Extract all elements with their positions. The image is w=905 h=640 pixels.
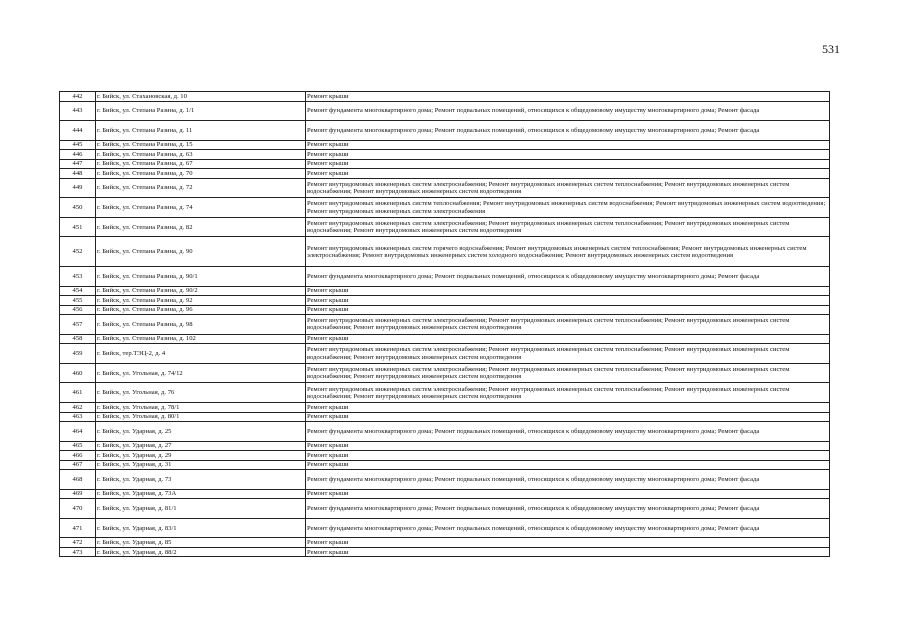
table-row bbox=[60, 403, 830, 413]
address-cell: г. Бийск, ул. Степана Разина, д. 92 bbox=[96, 296, 306, 306]
address-cell: г. Бийск, ул. Степана Разина, д. 96 bbox=[96, 305, 306, 315]
row-number-cell: 445 bbox=[60, 140, 96, 150]
row-number-cell: 463 bbox=[60, 412, 96, 422]
address-cell: г. Бийск, ул. Угольная, д. 78/1 bbox=[96, 403, 306, 413]
row-number-cell: 443 bbox=[60, 101, 96, 121]
row-number-cell: 470 bbox=[60, 499, 96, 519]
row-number-cell: 460 bbox=[60, 363, 96, 383]
address-cell: г. Бийск, ул. Ударная, д. 85 bbox=[96, 538, 306, 548]
table-row bbox=[60, 237, 830, 267]
works-cell: Ремонт крыши bbox=[306, 403, 830, 413]
address-cell: г. Бийск, ул. Степана Разина, д. 90/1 bbox=[96, 267, 306, 287]
works-cell: Ремонт фундамента многоквартирного дома; Ремонт подвальных помещений, относящихся к общедомовому имуществу многоквартирного дома; Ремонт фасада bbox=[306, 422, 830, 442]
table-row bbox=[60, 383, 830, 403]
works-cell: Ремонт крыши bbox=[306, 489, 830, 499]
works-cell: Ремонт внутридомовых инженерных систем электроснабжения; Ремонт внутридомовых инженерных систем теплоснабжения; Ремонт внутридомовых инженерных систем водоснабжения; Ремонт внутридомовых инженерных систем водоотведения bbox=[306, 344, 830, 364]
table-row bbox=[60, 344, 830, 364]
table-row bbox=[60, 538, 830, 548]
works-cell: Ремонт крыши bbox=[306, 159, 830, 169]
row-number-cell: 454 bbox=[60, 286, 96, 296]
table-row bbox=[60, 296, 830, 306]
works-cell: Ремонт фундамента многоквартирного дома; Ремонт подвальных помещений, относящихся к общедомовому имуществу многоквартирного дома; Ремонт фасада bbox=[306, 499, 830, 519]
table-row bbox=[60, 101, 830, 121]
works-cell: Ремонт фундамента многоквартирного дома; Ремонт подвальных помещений, относящихся к общедомовому имуществу многоквартирного дома; Ремонт фасада bbox=[306, 121, 830, 141]
repair-registry-table bbox=[59, 91, 830, 557]
table-row bbox=[60, 315, 830, 335]
works-cell: Ремонт крыши bbox=[306, 451, 830, 461]
address-cell: г. Бийск, ул. Ударная, д. 27 bbox=[96, 441, 306, 451]
works-cell: Ремонт крыши bbox=[306, 296, 830, 306]
row-number-cell: 455 bbox=[60, 296, 96, 306]
works-cell: Ремонт крыши bbox=[306, 441, 830, 451]
row-number-cell: 448 bbox=[60, 169, 96, 179]
works-cell: Ремонт внутридомовых инженерных систем электроснабжения; Ремонт внутридомовых инженерных систем теплоснабжения; Ремонт внутридомовых инженерных систем водоснабжения; Ремонт внутридомовых инженерных систем водоотведения bbox=[306, 363, 830, 383]
row-number-cell: 447 bbox=[60, 159, 96, 169]
table-row bbox=[60, 412, 830, 422]
works-cell: Ремонт крыши bbox=[306, 169, 830, 179]
table-row bbox=[60, 460, 830, 470]
row-number-cell: 468 bbox=[60, 470, 96, 490]
address-cell: г. Бийск, ул. Угольная, д. 80/1 bbox=[96, 412, 306, 422]
row-number-cell: 459 bbox=[60, 344, 96, 364]
table-row bbox=[60, 178, 830, 198]
address-cell: г. Бийск, ул. Степана Разина, д. 72 bbox=[96, 178, 306, 198]
row-number-cell: 449 bbox=[60, 178, 96, 198]
row-number-cell: 462 bbox=[60, 403, 96, 413]
row-number-cell: 465 bbox=[60, 441, 96, 451]
row-number-cell: 442 bbox=[60, 92, 96, 102]
table-row bbox=[60, 159, 830, 169]
address-cell: г. Бийск, ул. Ударная, д. 73А bbox=[96, 489, 306, 499]
table-row bbox=[60, 169, 830, 179]
address-cell: г. Бийск, ул. Ударная, д. 25 bbox=[96, 422, 306, 442]
row-number-cell: 473 bbox=[60, 547, 96, 557]
works-cell: Ремонт крыши bbox=[306, 412, 830, 422]
row-number-cell: 466 bbox=[60, 451, 96, 461]
table-row bbox=[60, 217, 830, 237]
address-cell: г. Бийск, ул. Степана Разина, д. 90/2 bbox=[96, 286, 306, 296]
works-cell: Ремонт крыши bbox=[306, 334, 830, 344]
registry-body bbox=[60, 92, 830, 557]
table-row bbox=[60, 286, 830, 296]
works-cell: Ремонт крыши bbox=[306, 547, 830, 557]
table-row bbox=[60, 451, 830, 461]
address-cell: г. Бийск, ул. Степана Разина, д. 74 bbox=[96, 198, 306, 218]
address-cell: г. Бийск, ул. Степана Разина, д. 102 bbox=[96, 334, 306, 344]
row-number-cell: 469 bbox=[60, 489, 96, 499]
address-cell: г. Бийск, ул. Степана Разина, д. 63 bbox=[96, 150, 306, 160]
table-row bbox=[60, 92, 830, 102]
address-cell: г. Бийск, ул. Угольная, д. 74/12 bbox=[96, 363, 306, 383]
address-cell: г. Бийск, ул. Ударная, д. 83/1 bbox=[96, 518, 306, 538]
table-row bbox=[60, 334, 830, 344]
works-cell: Ремонт крыши bbox=[306, 305, 830, 315]
works-cell: Ремонт внутридомовых инженерных систем теплоснабжения; Ремонт внутридомовых инженерных систем водоснабжения; Ремонт внутридомовых инженерных систем водоотведения; Ремонт внутридомовых инженерных систем электроснабжения bbox=[306, 198, 830, 218]
address-cell: г. Бийск, ул. Степана Разина, д. 15 bbox=[96, 140, 306, 150]
address-cell: г. Бийск, ул. Степана Разина, д. 11 bbox=[96, 121, 306, 141]
table-row bbox=[60, 140, 830, 150]
row-number-cell: 467 bbox=[60, 460, 96, 470]
address-cell: г. Бийск, ул. Степана Разина, д. 67 bbox=[96, 159, 306, 169]
row-number-cell: 458 bbox=[60, 334, 96, 344]
row-number-cell: 452 bbox=[60, 237, 96, 267]
works-cell: Ремонт внутридомовых инженерных систем электроснабжения; Ремонт внутридомовых инженерных систем теплоснабжения; Ремонт внутридомовых инженерных систем водоснабжения; Ремонт внутридомовых инженерных систем водоотведения bbox=[306, 178, 830, 198]
works-cell: Ремонт внутридомовых инженерных систем электроснабжения; Ремонт внутридомовых инженерных систем теплоснабжения; Ремонт внутридомовых инженерных систем водоснабжения; Ремонт внутридомовых инженерных систем водоотведения bbox=[306, 217, 830, 237]
row-number-cell: 444 bbox=[60, 121, 96, 141]
works-cell: Ремонт фундамента многоквартирного дома; Ремонт подвальных помещений, относящихся к общедомовому имуществу многоквартирного дома; Ремонт фасада bbox=[306, 518, 830, 538]
table-row bbox=[60, 305, 830, 315]
address-cell: г. Бийск, ул. Ударная, д. 88/2 bbox=[96, 547, 306, 557]
row-number-cell: 457 bbox=[60, 315, 96, 335]
address-cell: г. Бийск, ул. Степана Разина, д. 98 bbox=[96, 315, 306, 335]
address-cell: г. Бийск, ул. Стахановская, д. 10 bbox=[96, 92, 306, 102]
row-number-cell: 451 bbox=[60, 217, 96, 237]
works-cell: Ремонт крыши bbox=[306, 286, 830, 296]
table-row bbox=[60, 267, 830, 287]
table-row bbox=[60, 499, 830, 519]
address-cell: г. Бийск, ул. Ударная, д. 81/1 bbox=[96, 499, 306, 519]
table-row bbox=[60, 518, 830, 538]
works-cell: Ремонт фундамента многоквартирного дома; Ремонт подвальных помещений, относящихся к общедомовому имуществу многоквартирного дома; Ремонт фасада bbox=[306, 101, 830, 121]
address-cell: г. Бийск, ул. Ударная, д. 29 bbox=[96, 451, 306, 461]
address-cell: г. Бийск, ул. Угольная, д. 76 bbox=[96, 383, 306, 403]
works-cell: Ремонт крыши bbox=[306, 140, 830, 150]
works-cell: Ремонт крыши bbox=[306, 150, 830, 160]
row-number-cell: 453 bbox=[60, 267, 96, 287]
table-row bbox=[60, 422, 830, 442]
table-row bbox=[60, 150, 830, 160]
address-cell: г. Бийск, ул. Степана Разина, д. 90 bbox=[96, 237, 306, 267]
row-number-cell: 464 bbox=[60, 422, 96, 442]
address-cell: г. Бийск, ул. Степана Разина, д. 82 bbox=[96, 217, 306, 237]
table-row bbox=[60, 547, 830, 557]
table-row bbox=[60, 441, 830, 451]
address-cell: г. Бийск, ул. Ударная, д. 73 bbox=[96, 470, 306, 490]
works-cell: Ремонт крыши bbox=[306, 460, 830, 470]
works-cell: Ремонт внутридомовых инженерных систем электроснабжения; Ремонт внутридомовых инженерных систем теплоснабжения; Ремонт внутридомовых инженерных систем водоснабжения; Ремонт внутридомовых инженерных систем водоотведения bbox=[306, 383, 830, 403]
table-row bbox=[60, 470, 830, 490]
address-cell: г. Бийск, ул. Степана Разина, д. 70 bbox=[96, 169, 306, 179]
works-cell: Ремонт фундамента многоквартирного дома; Ремонт подвальных помещений, относящихся к общедомовому имуществу многоквартирного дома; Ремонт фасада bbox=[306, 470, 830, 490]
row-number-cell: 450 bbox=[60, 198, 96, 218]
works-cell: Ремонт внутридомовых инженерных систем горячего водоснабжения; Ремонт внутридомовых инженерных систем теплоснабжения; Ремонт внутридомовых инженерных систем электроснабжения; Ремонт внутридомовых инженерных систем холодного водоснабжения; Ремонт внутридомовых инженерных систем водоотведения bbox=[306, 237, 830, 267]
table-row bbox=[60, 363, 830, 383]
address-cell: г. Бийск, ул. Ударная, д. 31 bbox=[96, 460, 306, 470]
table-row bbox=[60, 121, 830, 141]
row-number-cell: 456 bbox=[60, 305, 96, 315]
row-number-cell: 472 bbox=[60, 538, 96, 548]
page-number: 531 bbox=[822, 42, 840, 56]
works-cell: Ремонт крыши bbox=[306, 92, 830, 102]
row-number-cell: 461 bbox=[60, 383, 96, 403]
works-cell: Ремонт фундамента многоквартирного дома; Ремонт подвальных помещений, относящихся к общедомовому имуществу многоквартирного дома; Ремонт фасада bbox=[306, 267, 830, 287]
works-cell: Ремонт внутридомовых инженерных систем электроснабжения; Ремонт внутридомовых инженерных систем теплоснабжения; Ремонт внутридомовых инженерных систем водоснабжения; Ремонт внутридомовых инженерных систем водоотведения bbox=[306, 315, 830, 335]
row-number-cell: 471 bbox=[60, 518, 96, 538]
table-row bbox=[60, 489, 830, 499]
row-number-cell: 446 bbox=[60, 150, 96, 160]
address-cell: г. Бийск, ул. Степана Разина, д. 1/1 bbox=[96, 101, 306, 121]
works-cell: Ремонт крыши bbox=[306, 538, 830, 548]
address-cell: г. Бийск, тер.ТЭЦ-2, д. 4 bbox=[96, 344, 306, 364]
table-row bbox=[60, 198, 830, 218]
